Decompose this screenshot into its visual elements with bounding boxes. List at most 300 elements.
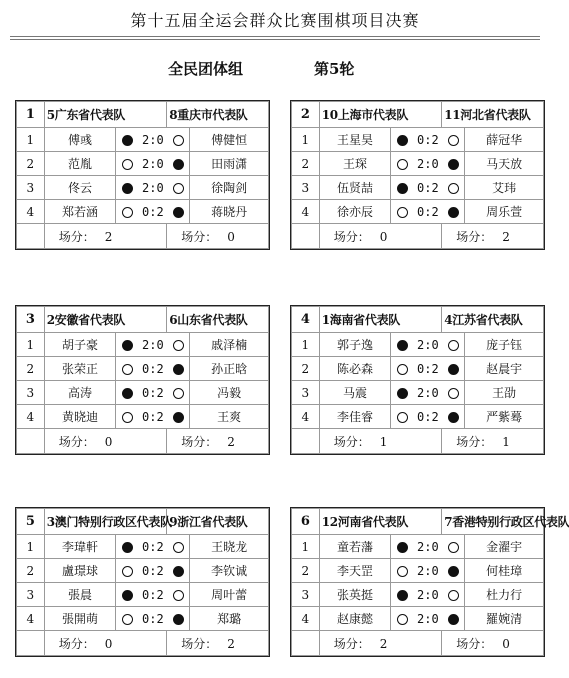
game-number: 1 [292,535,320,559]
right-player-name: 王爽 [190,405,269,429]
right-stone-icon [448,207,459,218]
left-stone-icon [122,614,133,625]
match-table [16,306,269,454]
board-number: 6 [292,509,320,535]
right-stone-icon [448,590,459,601]
game-row [17,357,269,381]
left-stone-cell [391,381,414,405]
board-number: 1 [17,102,45,128]
left-player-name: 陈必森 [319,357,391,381]
right-player-name: 傅健恒 [190,128,269,152]
left-player-name: 马震 [319,381,391,405]
points-left-value: 0 [379,229,388,244]
team-left-name: 1海南省代表队 [319,307,442,333]
left-stone-icon [122,207,133,218]
left-stone-cell [391,176,414,200]
game-row [292,535,544,559]
right-player-name: 何桂璋 [465,559,544,583]
left-player-name: 張開萌 [44,607,116,631]
right-stone-icon [173,614,184,625]
points-right-value: 2 [227,434,235,449]
board-header-row [292,509,544,535]
points-right-cell [167,631,269,656]
team-right-name: 8重庆市代表队 [167,102,269,128]
points-left-label: 场分： [58,229,95,244]
left-player-name: 佟云 [44,176,116,200]
game-row [292,607,544,631]
game-score: 2:0 [139,333,167,357]
right-stone-cell [442,559,465,583]
game-score: 2:0 [414,381,442,405]
points-right-cell [442,429,544,454]
left-stone-cell [116,128,139,152]
points-left-value: 0 [104,636,113,651]
points-spacer [17,429,45,454]
points-left-cell [44,631,167,656]
game-number: 2 [17,559,45,583]
right-stone-cell [442,607,465,631]
right-stone-icon [173,135,184,146]
game-number: 1 [17,333,45,357]
team-right-name: 11河北省代表队 [442,102,544,128]
right-player-name: 王晓龙 [190,535,269,559]
match-table [291,101,544,249]
left-stone-icon [122,542,133,553]
left-stone-cell [391,405,414,429]
left-stone-cell [391,583,414,607]
team-right-name: 9浙江省代表队 [167,509,269,535]
game-number: 4 [17,200,45,224]
points-left-label: 场分： [333,636,370,651]
game-row [292,583,544,607]
points-left-label: 场分： [58,434,95,449]
game-row [17,583,269,607]
right-stone-icon [448,364,459,375]
left-stone-cell [116,535,139,559]
game-score: 0:2 [414,405,442,429]
points-left-label: 场分： [333,229,370,244]
right-stone-icon [448,159,459,170]
left-stone-icon [122,340,133,351]
left-stone-cell [391,152,414,176]
game-score: 0:2 [139,607,167,631]
left-stone-icon [397,566,408,577]
match-board [290,305,545,455]
board-header-row [17,102,269,128]
right-stone-cell [167,381,190,405]
game-number: 1 [292,128,320,152]
left-stone-cell [116,381,139,405]
left-stone-icon [397,388,408,399]
right-stone-cell [167,128,190,152]
board-header-row [292,102,544,128]
game-row [17,128,269,152]
game-score: 2:0 [414,535,442,559]
left-stone-icon [122,590,133,601]
game-number: 3 [17,176,45,200]
group-label: 全民团体组 [168,60,244,78]
game-score: 0:2 [139,583,167,607]
right-player-name: 严紫蓦 [465,405,544,429]
left-stone-icon [397,183,408,194]
points-right-cell [442,224,544,249]
points-right-value: 1 [502,434,510,449]
game-row [17,152,269,176]
match-board [290,507,569,657]
right-player-name: 戚泽楠 [190,333,269,357]
game-score: 0:2 [139,381,167,405]
right-stone-icon [173,364,184,375]
right-stone-icon [448,135,459,146]
game-row [292,200,544,224]
left-stone-cell [116,583,139,607]
right-player-name: 李钦诚 [190,559,269,583]
team-left-name: 5广东省代表队 [44,102,167,128]
match-table [16,508,269,656]
game-score: 0:2 [139,559,167,583]
left-stone-icon [397,340,408,351]
title-divider [10,36,540,37]
team-left-name: 10上海市代表队 [319,102,442,128]
game-score: 0:2 [139,535,167,559]
game-score: 2:0 [414,607,442,631]
subtitle [0,58,550,80]
board-number: 2 [292,102,320,128]
right-player-name: 马天放 [465,152,544,176]
right-stone-icon [448,566,459,577]
game-number: 1 [17,128,45,152]
match-table [291,508,569,656]
right-stone-icon [448,183,459,194]
game-score: 0:2 [414,200,442,224]
right-player-name: 徐陶剑 [190,176,269,200]
left-stone-cell [116,333,139,357]
right-stone-cell [442,128,465,152]
game-number: 3 [292,176,320,200]
left-player-name: 伍贤喆 [319,176,391,200]
game-score: 2:0 [414,559,442,583]
left-stone-cell [116,607,139,631]
game-score: 0:2 [414,176,442,200]
left-player-name: 王琛 [319,152,391,176]
left-stone-icon [397,135,408,146]
game-row [292,128,544,152]
game-row [292,559,544,583]
left-stone-icon [122,412,133,423]
right-stone-icon [173,542,184,553]
points-right-cell [442,631,544,656]
game-number: 1 [17,535,45,559]
game-number: 2 [292,559,320,583]
game-number: 4 [292,607,320,631]
right-stone-cell [442,381,465,405]
points-left-value: 2 [104,229,113,244]
team-right-name: 6山东省代表队 [167,307,269,333]
points-right-cell [167,429,269,454]
right-stone-cell [167,152,190,176]
right-player-name: 孙正晗 [190,357,269,381]
right-player-name: 周乐萱 [465,200,544,224]
left-player-name: 徐亦辰 [319,200,391,224]
points-left-cell [44,429,167,454]
left-player-name: 郭子逸 [319,333,391,357]
game-row [17,535,269,559]
left-player-name: 張晨 [44,583,116,607]
left-stone-cell [116,357,139,381]
right-stone-cell [442,405,465,429]
right-player-name: 庞子钰 [465,333,544,357]
right-stone-icon [448,542,459,553]
right-player-name: 王劭 [465,381,544,405]
team-left-name: 12河南省代表队 [319,509,442,535]
points-row [292,429,544,454]
points-right-label: 场分： [181,636,218,651]
points-row [17,631,269,656]
right-stone-cell [442,583,465,607]
team-left-name: 3澳门特别行政区代表队 [44,509,167,535]
match-board [15,507,270,657]
left-player-name: 李天罡 [319,559,391,583]
game-score: 0:2 [414,128,442,152]
board-header-row [292,307,544,333]
points-row [292,224,544,249]
right-stone-cell [442,333,465,357]
right-stone-icon [173,566,184,577]
right-player-name: 薛冠华 [465,128,544,152]
game-number: 3 [292,381,320,405]
game-number: 2 [292,357,320,381]
game-row [17,200,269,224]
right-stone-icon [448,412,459,423]
right-stone-cell [167,176,190,200]
left-stone-icon [122,183,133,194]
round-label: 第5轮 [314,60,355,78]
title-divider-2 [10,39,540,40]
game-score: 0:2 [414,357,442,381]
left-player-name: 赵康懿 [319,607,391,631]
match-board [290,100,545,250]
right-player-name: 赵晨宇 [465,357,544,381]
game-score: 2:0 [139,176,167,200]
points-left-cell [44,224,167,249]
points-right-value: 0 [227,229,235,244]
right-player-name: 蒋晓丹 [190,200,269,224]
left-stone-cell [391,333,414,357]
left-player-name: 高涛 [44,381,116,405]
points-spacer [292,429,320,454]
points-left-value: 2 [379,636,388,651]
game-row [292,176,544,200]
points-left-value: 1 [379,434,388,449]
left-stone-icon [397,364,408,375]
board-header-row [17,307,269,333]
match-board [15,100,270,250]
points-row [17,224,269,249]
left-stone-icon [397,590,408,601]
left-stone-icon [397,412,408,423]
right-stone-icon [173,388,184,399]
right-stone-cell [442,357,465,381]
left-player-name: 童若藩 [319,535,391,559]
points-right-label: 场分： [181,434,218,449]
game-row [17,405,269,429]
left-stone-cell [391,559,414,583]
points-spacer [17,224,45,249]
game-row [17,607,269,631]
right-stone-cell [167,333,190,357]
right-stone-cell [167,607,190,631]
right-player-name: 金濯宇 [465,535,544,559]
game-number: 4 [292,405,320,429]
points-row [17,429,269,454]
game-row [292,357,544,381]
left-player-name: 李佳睿 [319,405,391,429]
right-player-name: 冯毅 [190,381,269,405]
right-player-name: 周叶蕾 [190,583,269,607]
right-stone-cell [442,152,465,176]
left-stone-icon [397,542,408,553]
right-stone-cell [442,200,465,224]
game-number: 3 [17,583,45,607]
points-right-label: 场分： [456,434,493,449]
game-row [292,333,544,357]
left-player-name: 黄晓迪 [44,405,116,429]
board-number: 3 [17,307,45,333]
points-spacer [17,631,45,656]
game-number: 4 [17,607,45,631]
game-score: 2:0 [414,333,442,357]
points-left-cell [319,224,442,249]
points-spacer [292,224,320,249]
game-score: 0:2 [139,357,167,381]
right-stone-cell [167,200,190,224]
points-row [292,631,544,656]
game-number: 2 [17,357,45,381]
points-right-cell [167,224,269,249]
left-stone-cell [116,405,139,429]
left-stone-cell [391,128,414,152]
game-number: 4 [292,200,320,224]
game-row [292,152,544,176]
right-stone-cell [167,583,190,607]
left-stone-icon [122,566,133,577]
points-left-label: 场分： [58,636,95,651]
points-spacer [292,631,320,656]
left-stone-icon [122,364,133,375]
game-number: 2 [292,152,320,176]
board-number: 4 [292,307,320,333]
game-score: 2:0 [414,152,442,176]
match-table [16,101,269,249]
right-player-name: 郑璐 [190,607,269,631]
left-player-name: 郑若涵 [44,200,116,224]
left-stone-icon [397,207,408,218]
left-stone-icon [122,159,133,170]
left-stone-cell [116,559,139,583]
right-stone-cell [167,559,190,583]
game-number: 4 [17,405,45,429]
team-left-name: 2安徽省代表队 [44,307,167,333]
game-number: 2 [17,152,45,176]
points-right-label: 场分： [456,229,493,244]
game-score: 2:0 [139,152,167,176]
game-score: 2:0 [414,583,442,607]
points-left-cell [319,631,442,656]
left-player-name: 傅彧 [44,128,116,152]
match-table [291,306,544,454]
right-stone-icon [173,159,184,170]
right-stone-cell [167,405,190,429]
right-stone-icon [173,340,184,351]
left-stone-cell [391,200,414,224]
left-stone-cell [391,607,414,631]
game-score: 0:2 [139,405,167,429]
points-right-value: 0 [502,636,510,651]
right-player-name: 田雨潇 [190,152,269,176]
game-row [17,559,269,583]
left-stone-icon [122,388,133,399]
right-stone-icon [448,614,459,625]
right-player-name: 杜力行 [465,583,544,607]
game-score: 2:0 [139,128,167,152]
left-stone-cell [116,200,139,224]
left-stone-icon [397,159,408,170]
points-left-label: 场分： [333,434,370,449]
points-left-cell [319,429,442,454]
board-header-row [17,509,269,535]
game-number: 1 [292,333,320,357]
right-stone-cell [167,535,190,559]
points-right-label: 场分： [181,229,218,244]
right-stone-icon [173,207,184,218]
left-player-name: 张英挺 [319,583,391,607]
right-player-name: 艾玮 [465,176,544,200]
points-left-value: 0 [104,434,113,449]
team-right-name: 4江苏省代表队 [442,307,544,333]
right-stone-icon [173,183,184,194]
left-player-name: 范胤 [44,152,116,176]
right-player-name: 羅婉清 [465,607,544,631]
right-stone-icon [173,590,184,601]
right-stone-icon [173,412,184,423]
game-number: 3 [17,381,45,405]
left-stone-cell [116,152,139,176]
left-player-name: 张荣正 [44,357,116,381]
left-stone-cell [116,176,139,200]
right-stone-cell [167,357,190,381]
game-row [17,176,269,200]
right-stone-icon [448,340,459,351]
points-right-value: 2 [227,636,235,651]
points-right-label: 场分： [456,636,493,651]
page-title: 第十五届全运会群众比赛围棋项目决赛 [130,11,420,30]
left-stone-icon [122,135,133,146]
game-row [17,381,269,405]
left-player-name: 王星昊 [319,128,391,152]
board-number: 5 [17,509,45,535]
left-stone-cell [391,357,414,381]
right-stone-cell [442,535,465,559]
team-right-name: 7香港特别行政区代表队 [442,509,544,535]
game-number: 3 [292,583,320,607]
game-row [292,381,544,405]
left-stone-icon [397,614,408,625]
left-player-name: 盧璟球 [44,559,116,583]
left-player-name: 胡子豪 [44,333,116,357]
left-stone-cell [391,535,414,559]
match-board [15,305,270,455]
right-stone-icon [448,388,459,399]
